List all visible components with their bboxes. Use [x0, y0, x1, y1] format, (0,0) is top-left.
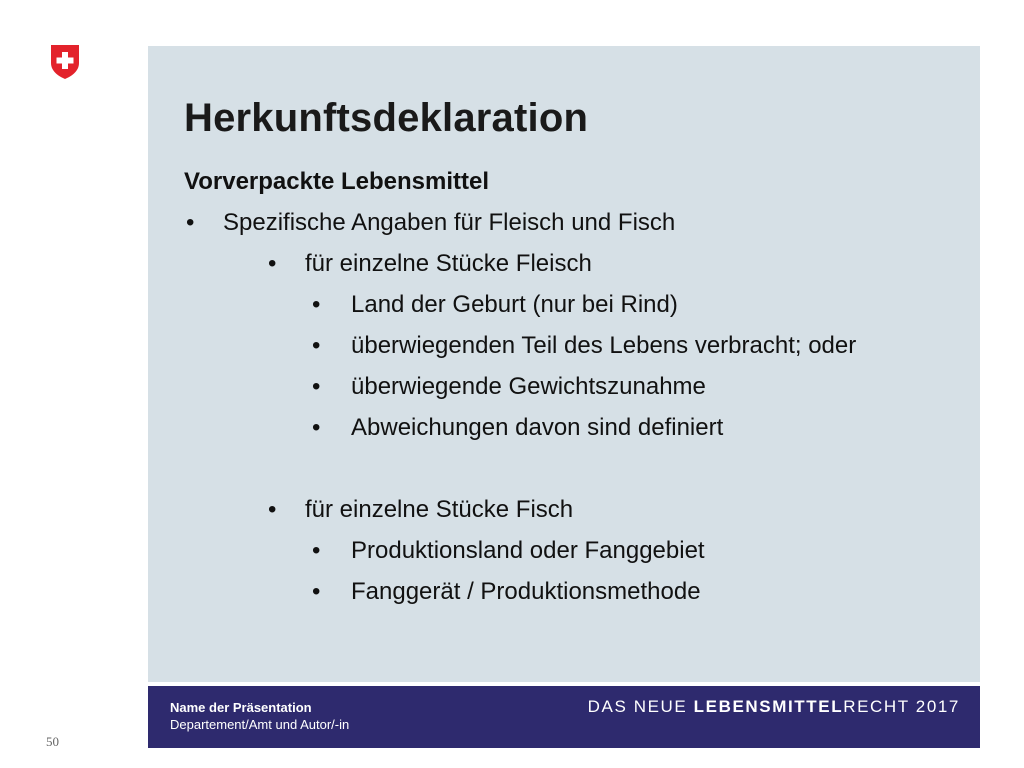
slide-subtitle: Vorverpackte Lebensmittel [184, 168, 490, 195]
bullet-level3 [312, 578, 701, 606]
page-number: 50 [46, 734, 59, 749]
bullet-text: Abweichungen davon sind definiert [351, 414, 724, 441]
bullet-level3 [312, 332, 856, 360]
presentation-name: Name der Präsentation [170, 700, 312, 715]
bullet-text: Fanggerät / Produktionsmethode [351, 578, 701, 605]
bullet-level2 [268, 496, 573, 524]
department-author: Departement/Amt und Autor/-in [170, 717, 350, 732]
bullet-marker: • [268, 250, 277, 277]
bullet-text: für einzelne Stücke Fleisch [305, 250, 592, 277]
bullet-level3 [312, 537, 705, 565]
bullet-level2 [268, 250, 592, 278]
bullet-level3 [312, 373, 706, 401]
bullet-text: für einzelne Stücke Fisch [305, 496, 574, 523]
bullet-marker: • [268, 496, 277, 523]
bullet-text: Produktionsland oder Fanggebiet [351, 537, 705, 564]
swiss-coat-of-arms-icon [50, 44, 80, 80]
bullet-marker: • [312, 291, 321, 318]
bullet-marker: • [186, 209, 195, 236]
bullet-level3 [312, 291, 678, 319]
bullet-marker: • [312, 414, 321, 441]
brand-prefix: DAS NEUE [587, 697, 694, 716]
slide-title: Herkunftsdeklaration [184, 96, 589, 140]
brand-suffix: RECHT 2017 [843, 697, 960, 716]
brand-emphasis: LEBENSMITTEL [693, 697, 844, 716]
bullet-level1 [186, 209, 675, 237]
bullet-marker: • [312, 578, 321, 605]
bullet-text: Spezifische Angaben für Fleisch und Fisch [223, 209, 676, 236]
bullet-marker: • [312, 373, 321, 400]
footer-brand [588, 697, 960, 717]
bullet-marker: • [312, 332, 321, 359]
bullet-text: überwiegenden Teil des Lebens verbracht; oder [351, 332, 857, 359]
bullet-level3 [312, 414, 723, 442]
bullet-marker: • [312, 537, 321, 564]
bullet-text: überwiegende Gewichtszunahme [351, 373, 706, 400]
bullet-text: Land der Geburt (nur bei Rind) [351, 291, 678, 318]
